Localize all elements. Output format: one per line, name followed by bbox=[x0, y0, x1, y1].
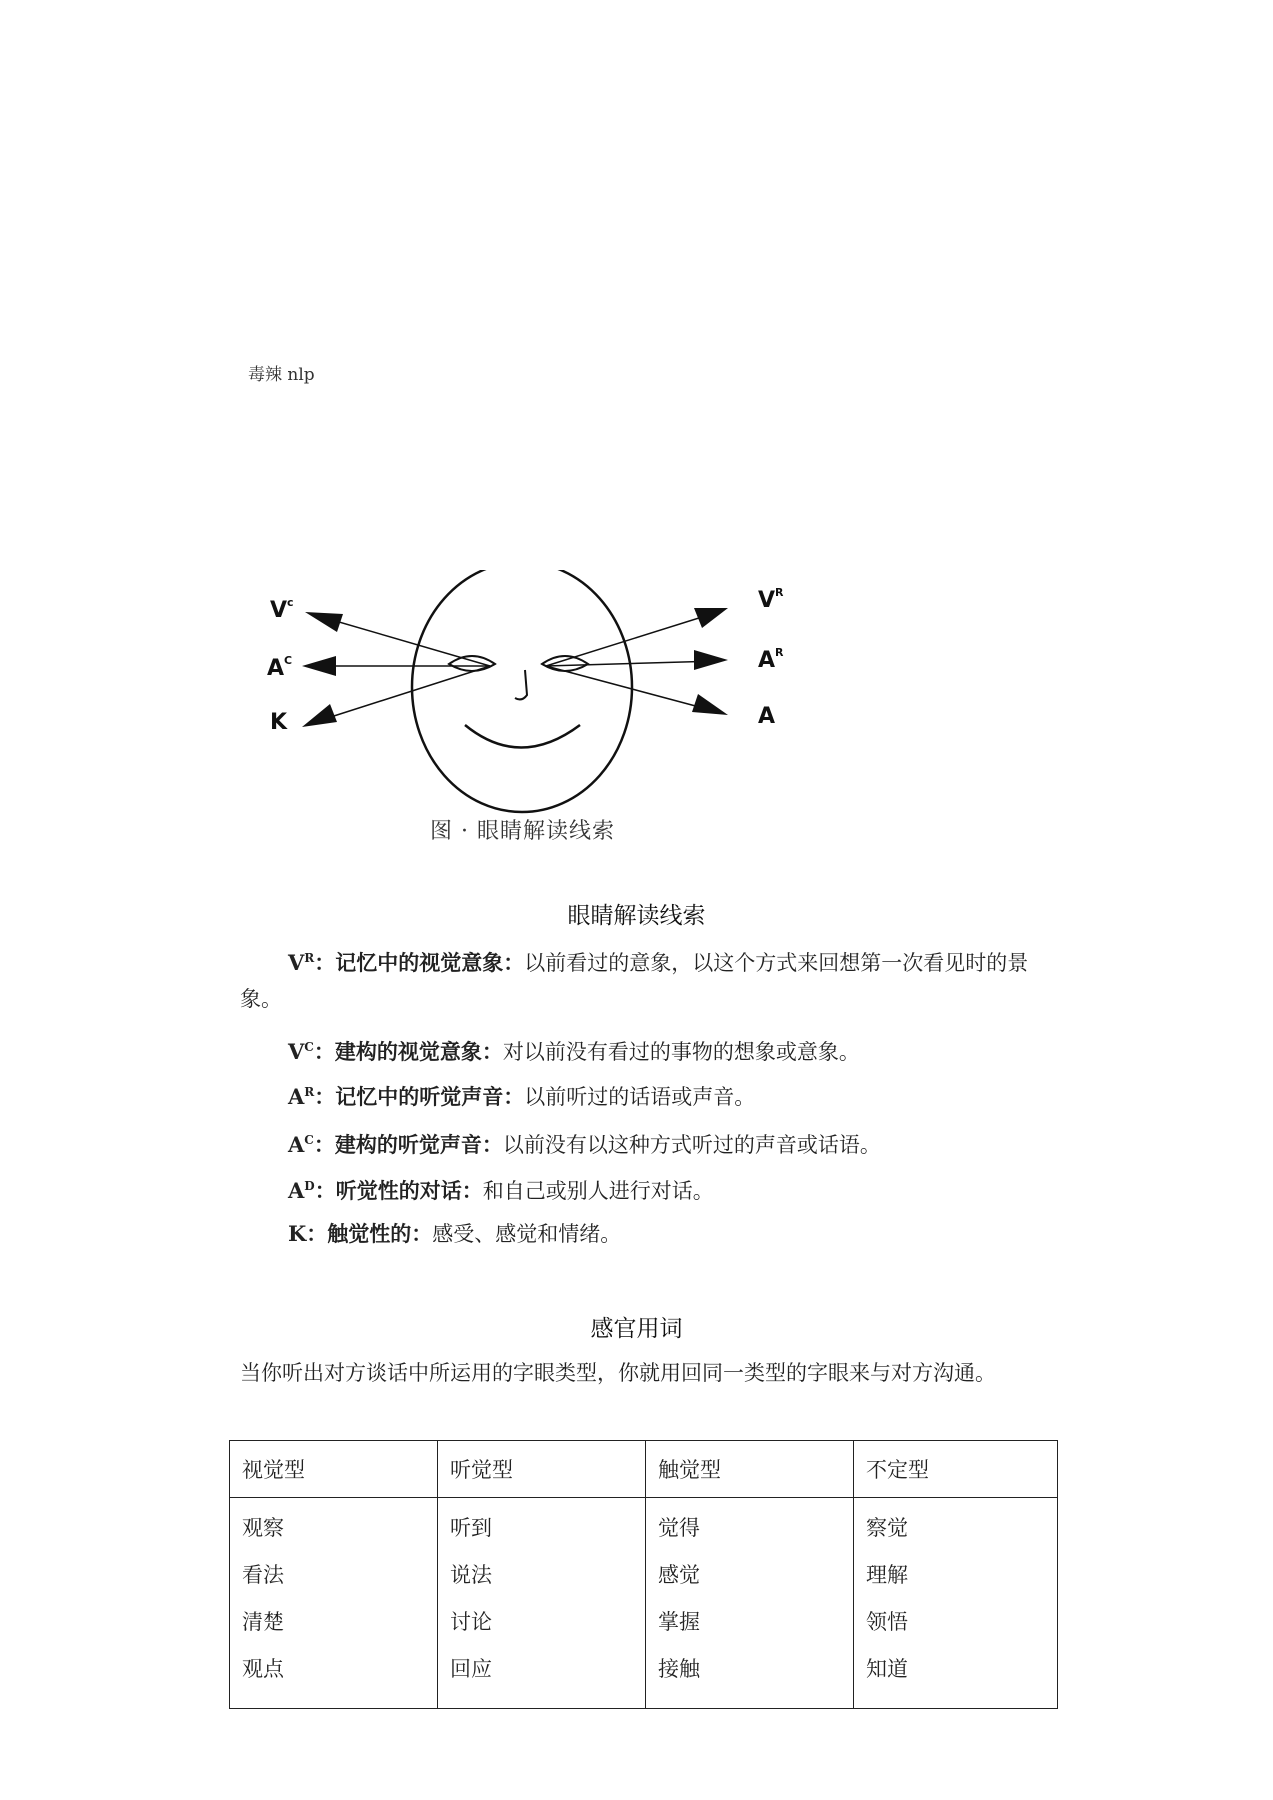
label-a: A bbox=[758, 704, 776, 729]
word: 观点 bbox=[242, 1657, 284, 1681]
table-header-cell: 触觉型 bbox=[646, 1441, 854, 1498]
cue-item-k: K：触觉性的：感受、感觉和情绪。 bbox=[288, 1221, 622, 1246]
word: 回应 bbox=[450, 1657, 492, 1681]
word: 知道 bbox=[866, 1657, 908, 1681]
label-k: K bbox=[270, 710, 288, 735]
word: 清楚 bbox=[242, 1610, 284, 1634]
word: 察觉 bbox=[866, 1516, 908, 1540]
word: 觉得 bbox=[658, 1516, 700, 1540]
word: 观察 bbox=[242, 1516, 284, 1540]
word: 说法 bbox=[450, 1563, 492, 1587]
table-header-cell: 听觉型 bbox=[438, 1441, 646, 1498]
right-arrows bbox=[546, 608, 728, 715]
smile bbox=[465, 725, 580, 748]
table-header-row bbox=[230, 1441, 1058, 1498]
word: 接触 bbox=[658, 1657, 700, 1681]
table-row bbox=[230, 1498, 1058, 1709]
label-vr: $V^R$ bbox=[758, 586, 784, 613]
table-cell-auditory bbox=[438, 1498, 646, 1709]
right-eye bbox=[542, 656, 588, 671]
word: 掌握 bbox=[658, 1610, 700, 1634]
table-cell-visual bbox=[230, 1498, 438, 1709]
left-eye bbox=[449, 656, 495, 671]
section-title-eye-cues: 眼睛解读线索 bbox=[567, 903, 706, 929]
cue-item-ar: $A^R$：记忆中的听觉声音：以前听过的话语或声音。 bbox=[288, 1084, 756, 1109]
cue-item-ac: $A^C$：建构的听觉声音：以前没有以这种方式听过的声音或话语。 bbox=[288, 1132, 881, 1157]
word: 讨论 bbox=[450, 1610, 492, 1634]
label-vc: $V^c$ bbox=[270, 596, 294, 623]
cue-item-ad: $A^D$：听觉性的对话：和自己或别人进行对话。 bbox=[288, 1178, 714, 1203]
table-header-cell: 不定型 bbox=[854, 1441, 1058, 1498]
label-ac: $A^C$ bbox=[267, 654, 293, 681]
nose bbox=[515, 670, 527, 699]
eye-cues-figure bbox=[250, 570, 810, 860]
table-header-cell: 视觉型 bbox=[230, 1441, 438, 1498]
table-cell-kinesthetic bbox=[646, 1498, 854, 1709]
cue-item-vc: $V^C$：建构的视觉意象：对以前没有看过的事物的想象或意象。 bbox=[288, 1039, 860, 1064]
page-header: 毒辣 nlp bbox=[248, 365, 315, 385]
figure-caption: 图 · 眼睛解读线索 bbox=[430, 819, 615, 844]
sensory-words-table bbox=[229, 1440, 1058, 1709]
word: 理解 bbox=[866, 1563, 908, 1587]
sensory-intro: 当你听出对方谈话中所运用的字眼类型，你就用回同一类型的字眼来与对方沟通。 bbox=[240, 1361, 996, 1385]
word: 听到 bbox=[450, 1516, 492, 1540]
face-outline bbox=[412, 570, 632, 812]
label-ar: $A^R$ bbox=[758, 646, 784, 673]
word: 看法 bbox=[242, 1563, 284, 1587]
section-title-sensory-words: 感官用词 bbox=[590, 1316, 683, 1342]
word: 领悟 bbox=[866, 1610, 908, 1634]
cue-item-vr: $V^R$：记忆中的视觉意象：以前看过的意象，以这个方式来回想第一次看见时的景象。 bbox=[240, 950, 1029, 1011]
word: 感觉 bbox=[658, 1563, 700, 1587]
table-cell-unspecified bbox=[854, 1498, 1058, 1709]
